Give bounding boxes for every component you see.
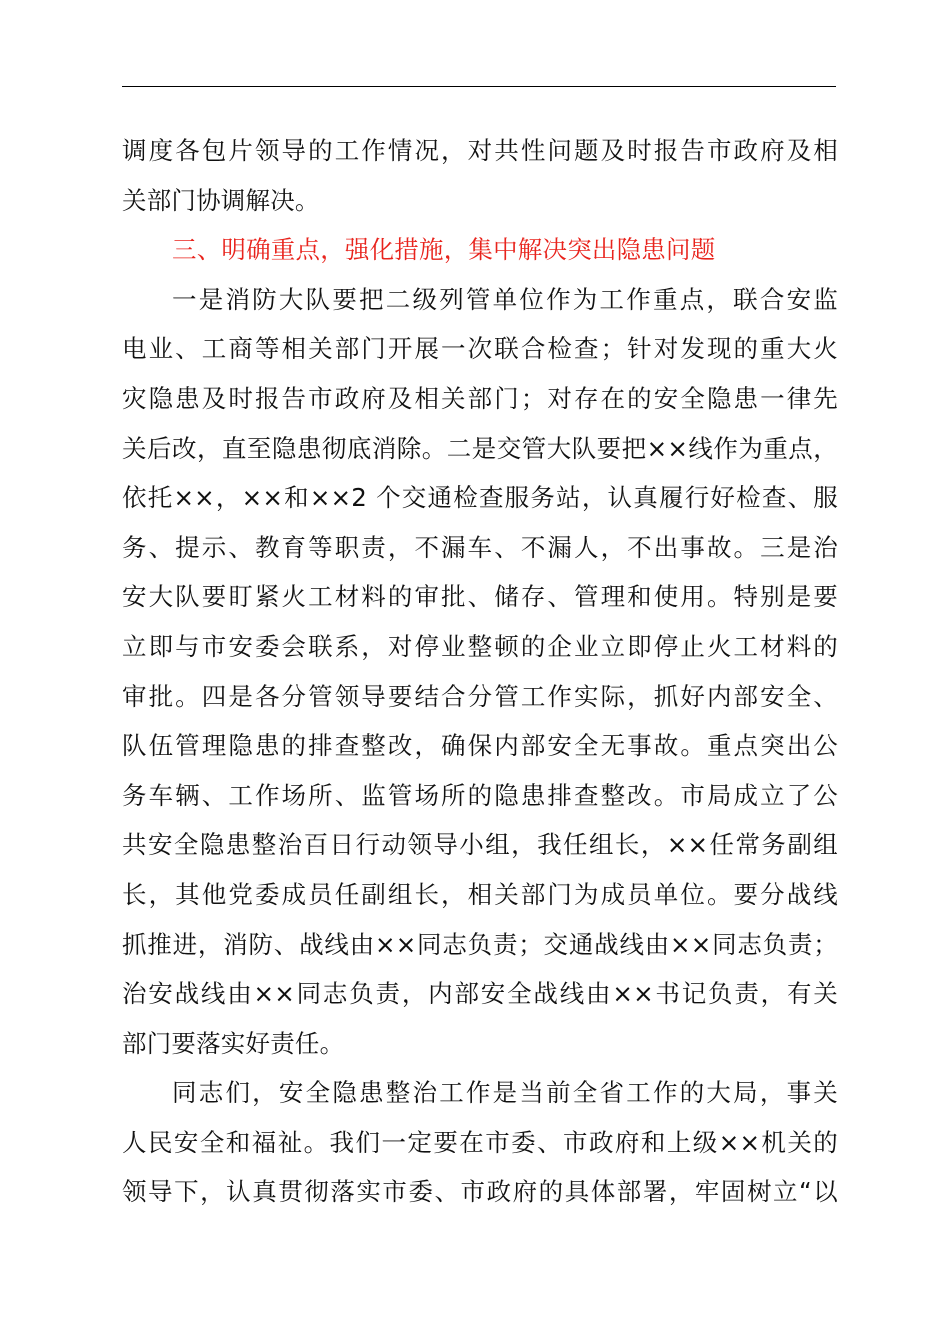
text-line: 务车辆、工作场所、监管场所的隐患排查整改。市局成立了公 <box>122 780 838 810</box>
text-line: 领导下，认真贯彻落实市委、市政府的具体部署，牢固树立“以 <box>122 1177 838 1207</box>
text-line: 长，其他党委成员任副组长，相关部门为成员单位。要分战线 <box>122 879 838 909</box>
paragraph-first-line: 一是消防大队要把二级列管单位作为工作重点，联合安监 <box>172 284 838 314</box>
text-line: 队伍管理隐患的排查整改，确保内部安全无事故。重点突出公 <box>122 731 838 761</box>
text-line: 务、提示、教育等职责，不漏车、不漏人，不出事故。三是治 <box>122 532 838 562</box>
text-line: 抓推进，消防、战线由××同志负责；交通战线由××同志负责； <box>122 929 838 959</box>
header-rule <box>122 86 836 87</box>
text-line: 关部门协调解决。 <box>122 185 320 215</box>
text-line: 共安全隐患整治百日行动领导小组，我任组长，××任常务副组 <box>122 830 838 860</box>
text-line: 灾隐患及时报告市政府及相关部门；对存在的安全隐患一律先 <box>122 383 838 413</box>
text-line: 部门要落实好责任。 <box>122 1028 345 1058</box>
document-body <box>122 126 838 1217</box>
text-line: 立即与市安委会联系，对停业整顿的企业立即停止火工材料的 <box>122 631 838 661</box>
text-line: 电业、工商等相关部门开展一次联合检查；针对发现的重大火 <box>122 334 838 364</box>
text-line: 人民安全和福祉。我们一定要在市委、市政府和上级××机关的 <box>122 1127 838 1157</box>
text-line: 审批。四是各分管领导要结合分管工作实际，抓好内部安全、 <box>122 681 838 711</box>
text-line: 安大队要盯紧火工材料的审批、储存、管理和使用。特别是要 <box>122 582 838 612</box>
paragraph-first-line: 同志们，安全隐患整治工作是当前全省工作的大局，事关 <box>172 1078 838 1108</box>
text-line: 调度各包片领导的工作情况，对共性问题及时报告市政府及相 <box>122 136 838 165</box>
section-heading: 三、明确重点，强化措施，集中解决突出隐患问题 <box>172 235 716 265</box>
text-line: 治安战线由××同志负责，内部安全战线由××书记负责，有关 <box>122 979 838 1009</box>
text-line: 关后改，直至隐患彻底消除。二是交管大队要把××线作为重点， <box>122 433 838 463</box>
text-line: 依托××，××和××2 个交通检查服务站，认真履行好检查、服 <box>122 483 838 513</box>
